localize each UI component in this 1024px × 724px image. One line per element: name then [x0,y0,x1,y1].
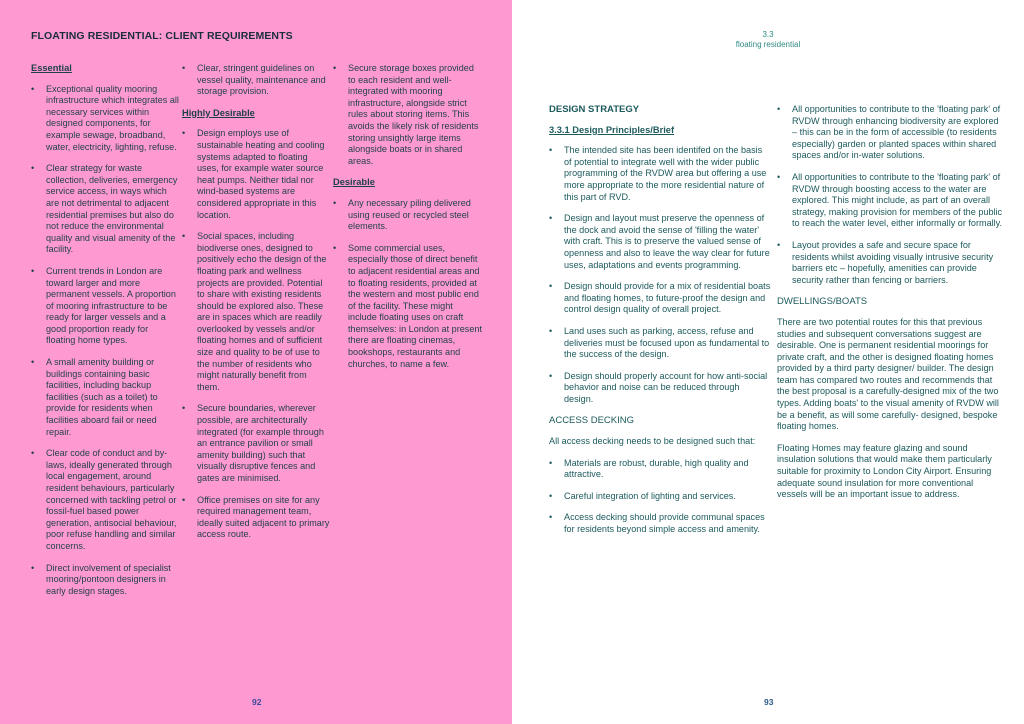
bullet-icon: • [777,171,781,182]
bullet-icon: • [182,231,186,242]
bullet-icon: • [182,128,186,139]
list-item: • Clear, stringent guidelines on vessel quality, maintenance and storage provision. [182,63,326,97]
bullet-icon: • [31,562,35,573]
page-number-right: 93 [764,697,774,707]
list-item: • Secure boundaries, wherever possible, are architecturally integrated (for example through an entrance pavilion or small amenity building) such that visually disruptive fences and gates are minimised. [182,403,324,483]
access-decking-heading: ACCESS DECKING [549,415,634,427]
section-number: 3.3 [762,30,774,39]
bullet-icon: • [182,403,186,414]
bullet-icon: • [549,213,553,224]
bullet-icon: • [182,494,186,505]
design-principles-heading: 3.3.1 Design Principles/Brief [549,124,675,135]
list-item: • Direct involvement of specialist mooring/pontoon designers in early design stages. [31,562,171,596]
list-item: • Some commercial uses, especially those of direct benefit to adjacent residential areas and to floating residents, provided at the western and most public end of the facility. These might include floating uses on craft themselves: in London at present there are floating cinemas, bookshops, restaurants and churches, to name a few. [333,242,482,369]
access-decking-list [549,458,771,536]
bullet-icon: • [333,197,337,208]
design-strategy-heading: DESIGN STRATEGY [549,104,640,115]
design-principles-list [549,145,771,405]
bullet-icon: • [549,457,553,468]
left-column-1 [31,63,179,607]
bullet-icon: • [777,239,781,250]
bullet-icon: • [31,83,35,94]
list-item: • Any necessary piling delivered using reused or recycled steel elements. [333,197,471,232]
dwellings-heading: DWELLINGS/BOATS [777,296,868,308]
list-item: • Land uses such as parking, access, refuse and deliveries must be focused upon as fundamental to the success of the design. [549,325,770,360]
list-item: • All opportunities to contribute to the 'floating park' of RVDW through boosting access to the water are explored. This might include, as part of an overall strategy, making provision for members of the public to reach the water level, either informally or formally. [777,171,1003,229]
essential-heading: Essential [31,63,72,73]
right-page [512,0,1024,724]
highly-desirable-list [182,128,330,541]
list-item: • Social spaces, including biodiverse ones, designed to positively echo the design of the floating park and wellness projects are provided. Potential to share with existing residents should be explored also. These are in spaces which are readily overlooked by vessels and/or floating homes and of sufficient size and quality to be of use to the number of residents who might naturally benefit from them. [182,231,327,392]
bullet-icon: • [182,63,186,73]
list-item: • Clear code of conduct and by-laws, ideally generated through local engagement, around resident behaviours, particularly concerned with tackling petrol or fossil-fuel based power generation, antisocial behaviour, poor refuse handling and similar concerns. [31,448,177,551]
list-item: • A small amenity building or buildings containing basic facilities, including backup facilities (such as a toilet) to provide for residents when facilities aboard fail or need repair. [31,357,158,437]
page-title: FLOATING RESIDENTIAL: CLIENT REQUIREMENTS [31,30,293,42]
list-item: • The intended site has been identifed on the basis of potential to integrate well with the wider public programming of the RVDW area but offering a use more appropriate to the more residential nature of this part of RVD. [549,145,767,202]
list-item: • Clear strategy for waste collection, deliveries, emergency service access, in ways which are not detrimental to adjacent residential premises but also do not reduce the environmental quality and visual amenity of the facility. [31,163,178,255]
bullet-icon: • [31,265,35,276]
desirable-heading: Desirable [333,177,375,188]
access-decking-intro: All access decking needs to be designed such that: [549,436,756,447]
dwellings-paragraph: Floating Homes may feature glazing and sound insulation solutions that would make them particularly suitable for proximity to London City Airport. Ensuring adequate sound insulation for more conventional vessels will be an important issue to address. [777,442,992,500]
bullet-icon: • [333,242,337,253]
list-item: • Design should properly account for how anti-social behavior and noise can be reduced through design. [549,370,768,404]
list-item: • Layout provides a safe and secure space for residents whilst avoiding visually intrusive security barriers etc – hopefully, amenities can provide security rather than fencing or barriers. [777,239,994,285]
highly-desirable-heading: Highly Desirable [182,107,255,118]
bullet-icon: • [549,490,553,501]
section-label: floating residential [735,40,801,49]
list-item: • Exceptional quality mooring infrastructure which integrates all necessary services within designed components, for example sewage, broadband, water, electricity, lighting, refuse. [31,83,179,152]
list-item: • Access decking should provide communal spaces for residents beyond simple access and amenity. [549,512,765,535]
running-head [512,30,1024,50]
list-item: • Careful integration of lighting and services. [549,490,736,501]
page-number-left: 92 [252,697,262,707]
list-item: • Current trends in London are toward larger and more permanent vessels. A proportion of mooring infrastructure to be ready for larger vessels and a good proportion ready for floating home types. [31,265,176,346]
list-item: • Design employs use of sustainable heating and cooling systems adapted to floating uses, for example water source heat pumps. Neither tidal nor wind-based systems are considered appropriate in this location. [182,128,325,220]
bullet-icon: • [31,357,35,368]
list-item: • All opportunities to contribute to the 'floating park' of RVDW through enhancing biodiversity are explored – this can be in the form of accessible (to residents especially) garden or planted spaces within shared spaces and/or in-water solutions. [777,104,1001,161]
bullet-icon: • [31,448,35,459]
list-item: • Design and layout must preserve the openness of the dock and avoid the sense of 'filling the water' with craft. This is to preserve the valued sense of openness and also to leave the way clear for future uses, adaptations and events programming. [549,213,770,270]
right-column-2 [777,104,1005,511]
bullet-icon: • [549,370,553,381]
bullet-icon: • [31,163,35,174]
bullet-icon: • [777,104,781,114]
bullet-icon: • [549,145,553,156]
list-item: • Office premises on site for any required management team, ideally suited adjacent to primary access route. [182,494,330,540]
dwellings-paragraph: There are two potential routes for this that previous studies and subsequent conversations suggest are desirable. One is permanent residential moorings for private craft, and the other is designed floating homes provided by a third party designer/ builder. The design team has compared two routes and recommends that the best proposal is a carefully-designed mix of the two types. Adding boats' to the visual amenity of RVDW will be a benefit, as will some carefully- designed, bespoke floating homes. [777,316,999,432]
bullet-icon: • [549,325,553,336]
desirable-list [333,198,483,370]
bullet-icon: • [549,512,553,523]
essential-list [31,84,179,598]
list-item: • Design should provide for a mix of residential boats and floating homes, to future-proof the design and control design quality of overall project. [549,281,771,315]
left-column-2 [182,63,330,551]
list-item: • Secure storage boxes provided to each resident and well-integrated with mooring infrastructure, alongside strict rules about storing items. This avoids the likely risk of residents storing unsightly large items alongside boats or in shared areas. [333,63,479,166]
bullet-icon: • [549,281,553,292]
right-column-1 [549,104,771,546]
bullet-icon: • [333,63,337,73]
left-column-3 [333,63,483,380]
list-item: • Materials are robust, durable, high quality and attractive. [549,457,749,480]
